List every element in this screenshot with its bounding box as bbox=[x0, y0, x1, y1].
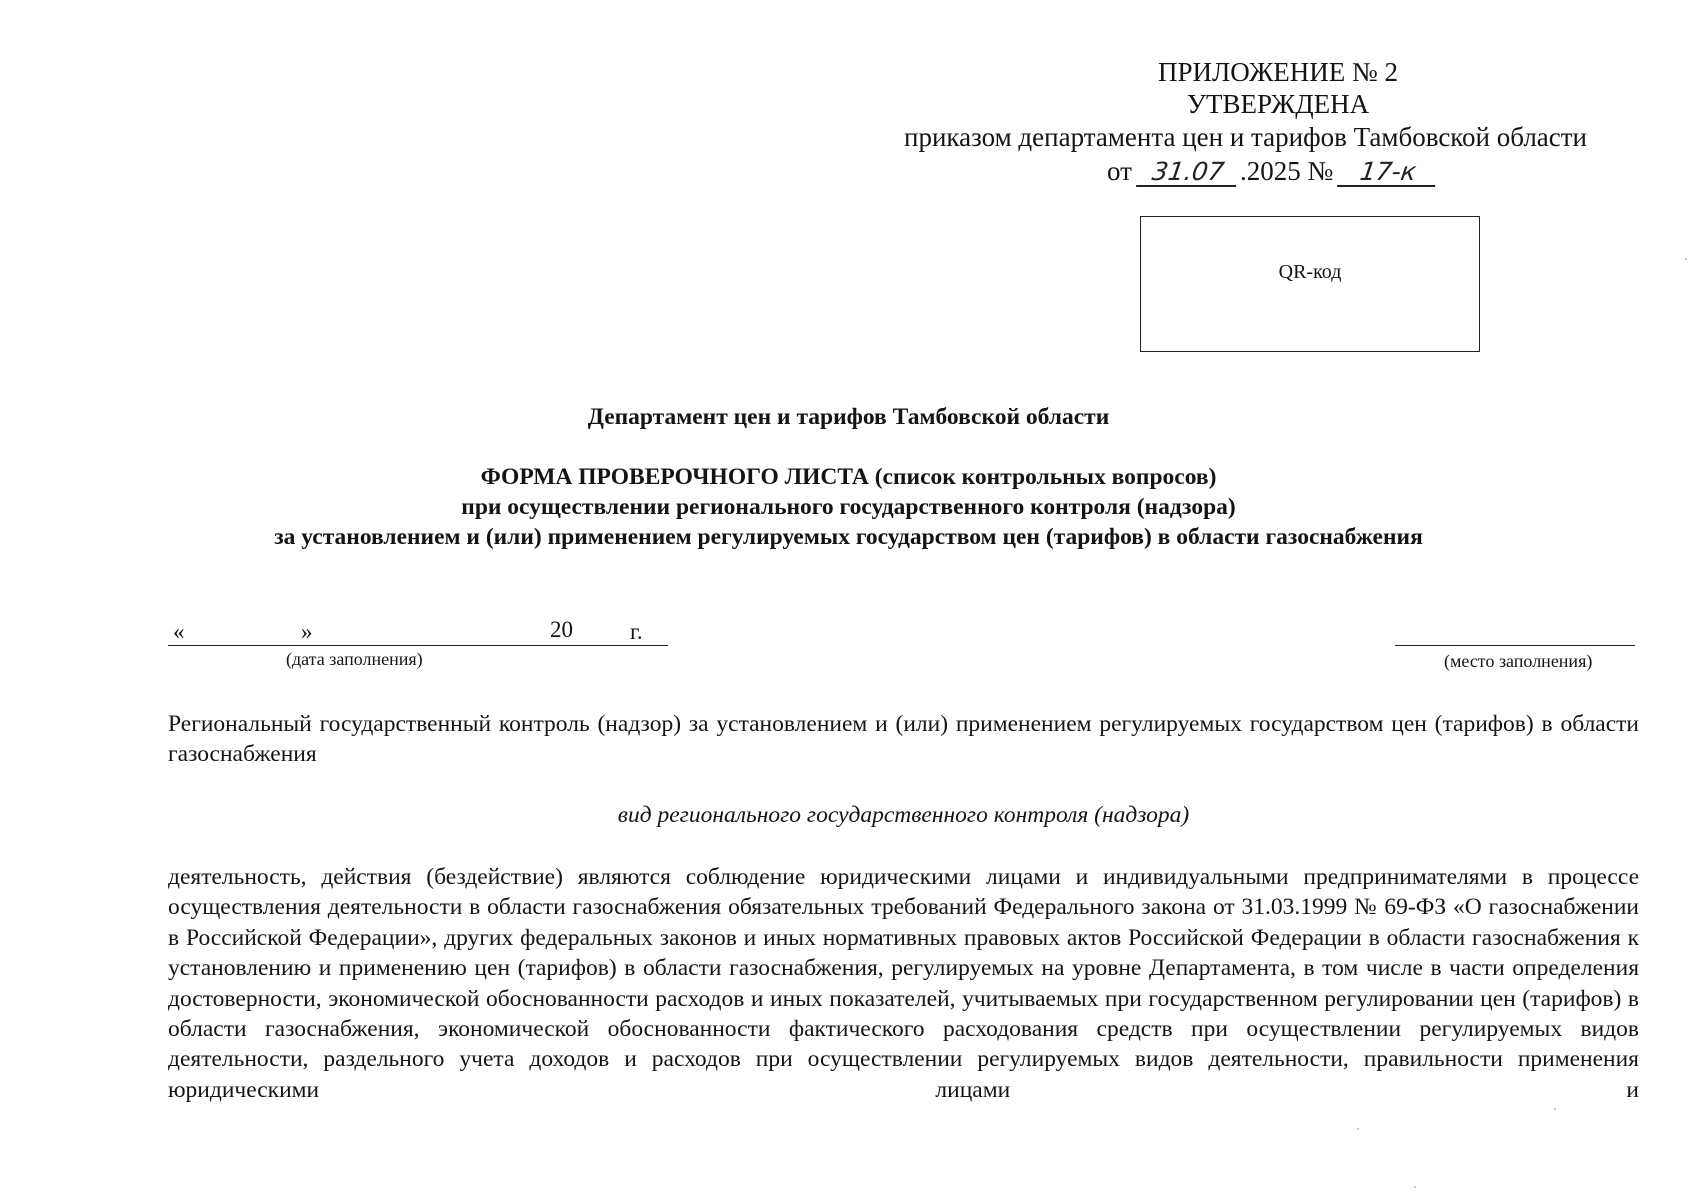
fill-date-caption: (дата заполнения) bbox=[286, 649, 423, 669]
appendix-number: ПРИЛОЖЕНИЕ № 2 bbox=[1157, 57, 1399, 87]
control-subject-paragraph: деятельность, действия (бездействие) являются соблюдение юридическими лицами и индивидуальными предпринимателями в процессе осуществления деятельности в области газоснабжения обязательных требований Федерального закона от 31.03.1999 № 69-ФЗ «О газоснабжении в Российской Федерации», других федеральных законов и иных нормативных правовых актов Российской Федерации в области газоснабжения к установлению и применению цен (тарифов) в области газоснабжения, регулируемых на уровне Департамента, в том числе в части определения достоверности, экономической обоснованности расходов и иных показателей, учитываемых при государственном регулировании цен (тарифов) в области газоснабжения, экономической обоснованности фактического расходования средств при осуществлении регулируемых видов деятельности, раздельного учета доходов и расходов при осуществлении регулируемых видов деятельности, правильности применения юридическими лицами и bbox=[168, 864, 1639, 1103]
department-name: Департамент цен и тарифов Тамбовской области bbox=[587, 404, 1110, 430]
form-title-line-1: ФОРМА ПРОВЕРОЧНОГО ЛИСТА (список контрольных вопросов) bbox=[480, 464, 1217, 490]
form-title-line-2: при осуществлении регионального государственного контроля (надзора) bbox=[461, 494, 1236, 520]
handwritten-order-number: 17-к bbox=[1337, 158, 1439, 187]
scan-speck bbox=[1554, 1108, 1556, 1110]
fill-date-close-quote: » bbox=[301, 619, 313, 644]
handwritten-date: 31.07 bbox=[1136, 158, 1240, 187]
fill-place-caption: (место заполнения) bbox=[1444, 651, 1593, 671]
qr-code-label: QR-код bbox=[1278, 261, 1342, 283]
scan-speck bbox=[1357, 1128, 1359, 1130]
order-date-line bbox=[1107, 156, 1437, 187]
scan-speck bbox=[1685, 258, 1687, 260]
date-prefix: от bbox=[1107, 156, 1132, 186]
scan-speck bbox=[1414, 1186, 1416, 1188]
date-year: .2025 № bbox=[1239, 156, 1334, 186]
control-type-caption: вид регионального государственного контроля (надзора) bbox=[617, 802, 1190, 828]
approved-label: УТВЕРЖДЕНА bbox=[1186, 89, 1370, 119]
fill-date-underline bbox=[168, 645, 668, 646]
control-description-paragraph: Региональный государственный контроль (надзор) за установлением и (или) применением регулируемых государством цен (тарифов) в области газоснабжения bbox=[168, 711, 1639, 768]
fill-place-underline bbox=[1395, 645, 1635, 646]
order-reference: приказом департамента цен и тарифов Тамбовской области bbox=[904, 122, 1588, 152]
fill-date-open-quote: « bbox=[173, 619, 185, 644]
fill-date-year-suffix: г. bbox=[630, 619, 643, 644]
form-title-line-3: за установлением и (или) применением регулируемых государством цен (тарифов) в области газоснабжения bbox=[274, 524, 1423, 550]
fill-date-century: 20 bbox=[550, 617, 573, 642]
qr-code-box bbox=[1140, 216, 1480, 352]
